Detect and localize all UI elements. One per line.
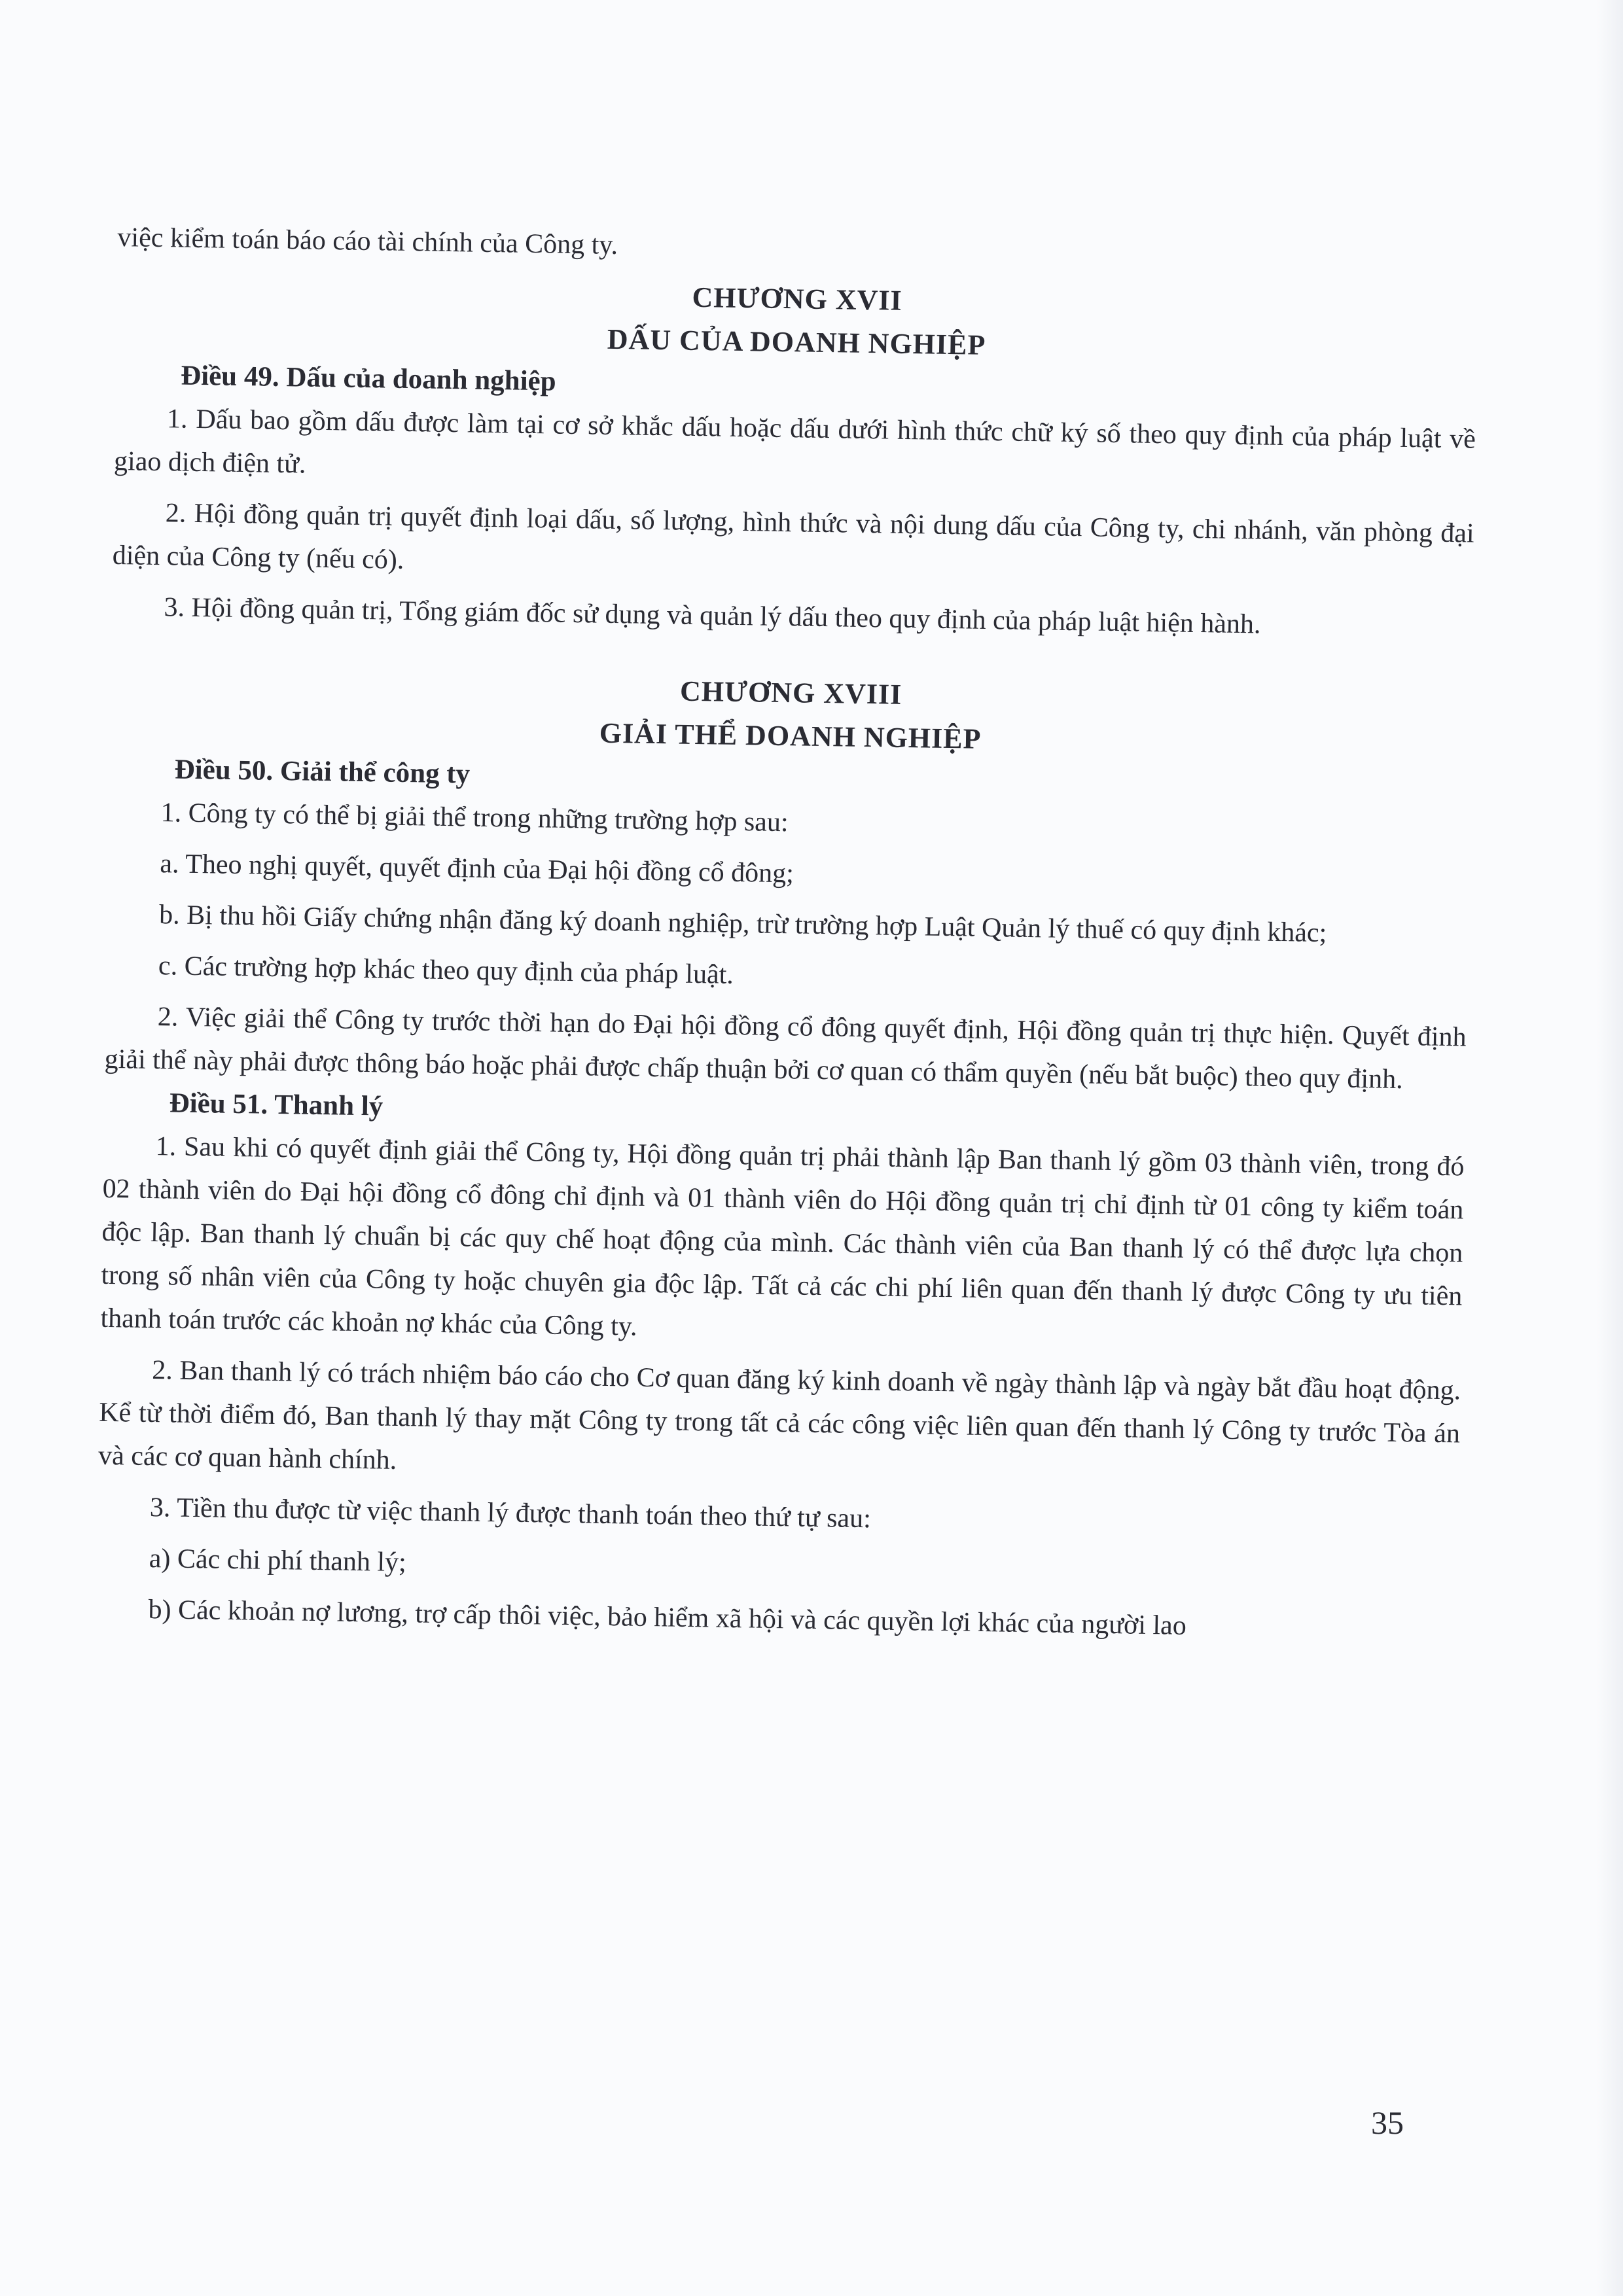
- continuation-line: việc kiểm toán báo cáo tài chính của Công ty.: [117, 222, 618, 261]
- article-49-paragraph-2: 2. Hội đồng quản trị quyết định loại dấu, số lượng, hình thức và nội dung dấu của Công ty, chi nhánh, văn phòng đại diện của Công ty (nếu có).: [112, 498, 1474, 575]
- document-body: [96, 216, 1479, 1651]
- article-50-heading: Điều 50. Giải thể công ty: [174, 754, 471, 790]
- article-51-paragraph-3: 3. Tiền thu được từ việc thanh lý được thanh toán theo thứ tự sau:: [149, 1492, 872, 1534]
- scan-edge-shadow: [1597, 0, 1623, 2296]
- article-51-heading: Điều 51. Thanh lý: [169, 1087, 383, 1122]
- article-51-item-b: b) Các khoản nợ lương, trợ cấp thôi việc, bảo hiểm xã hội và các quyền lợi khác của người lao: [148, 1594, 1187, 1641]
- article-50-item-c: c. Các trường hợp khác theo quy định của pháp luật.: [158, 951, 734, 990]
- chapter-17-number: CHƯƠNG XVII: [692, 281, 903, 317]
- article-51-paragraph-1: 1. Sau khi có quyết định giải thể Công ty, Hội đồng quản trị phải thành lập Ban thanh lý gồm 03 thành viên, trong đó 02 thành viên do Đại hội đồng cổ đông chỉ định và 01 thành viên do Hội đồng quản trị chỉ định từ 01 công ty kiểm toán độc lập. Ban thanh lý chuẩn bị các quy chế hoạt động của mình. Các thành viên của Ban thanh lý có thể được lựa chọn trong số nhân viên của Công ty hoặc chuyên gia độc lập. Tất cả các chi phí liên quan đến thanh lý được Công ty ưu tiên thanh toán trước các khoản nợ khác của Công ty.: [100, 1131, 1465, 1342]
- article-50-paragraph-2: 2. Việc giải thể Công ty trước thời hạn do Đại hội đồng cổ đông quyết định, Hội đồng quản trị thực hiện. Quyết định giải thể này phải được thông báo hoặc phải được chấp thuận bởi cơ quan có thẩm quyền (nếu bắt buộc) theo quy định.: [104, 1002, 1467, 1095]
- chapter-18-number: CHƯƠNG XVIII: [679, 675, 902, 711]
- chapter-17-title: DẤU CỦA DOANH NGHIỆP: [607, 323, 986, 361]
- article-51-paragraph-2: 2. Ban thanh lý có trách nhiệm báo cáo cho Cơ quan đăng ký kinh doanh về ngày thành lập và ngày bắt đầu hoạt động. Kể từ thời điểm đó, Ban thanh lý thay mặt Công ty trong tất cả các công việc liên quan đến thanh lý Công ty trước Tòa án và các cơ quan hành chính.: [98, 1355, 1461, 1475]
- article-51-item-a: a) Các chi phí thanh lý;: [149, 1544, 407, 1578]
- article-49-heading: Điều 49. Dấu của doanh nghiệp: [180, 360, 556, 397]
- article-49-paragraph-3: 3. Hội đồng quản trị, Tổng giám đốc sử dụng và quản lý dấu theo quy định của pháp luật hiện hành.: [164, 592, 1261, 640]
- article-50-paragraph-1: 1. Công ty có thể bị giải thể trong những trường hợp sau:: [160, 798, 789, 838]
- page-number: 35: [1371, 2104, 1404, 2141]
- article-49-paragraph-1: 1. Dấu bao gồm dấu được làm tại cơ sở khắc dấu hoặc dấu dưới hình thức chữ ký số theo quy định của pháp luật về giao dịch điện tử.: [113, 404, 1476, 480]
- article-50-item-a: a. Theo nghị quyết, quyết định của Đại hội đồng cổ đông;: [160, 849, 794, 889]
- article-50-item-b: b. Bị thu hồi Giấy chứng nhận đăng ký doanh nghiệp, trừ trường hợp Luật Quản lý thuế có quy định khác;: [158, 900, 1327, 949]
- chapter-18-title: GIẢI THỂ DOANH NGHIỆP: [599, 716, 982, 755]
